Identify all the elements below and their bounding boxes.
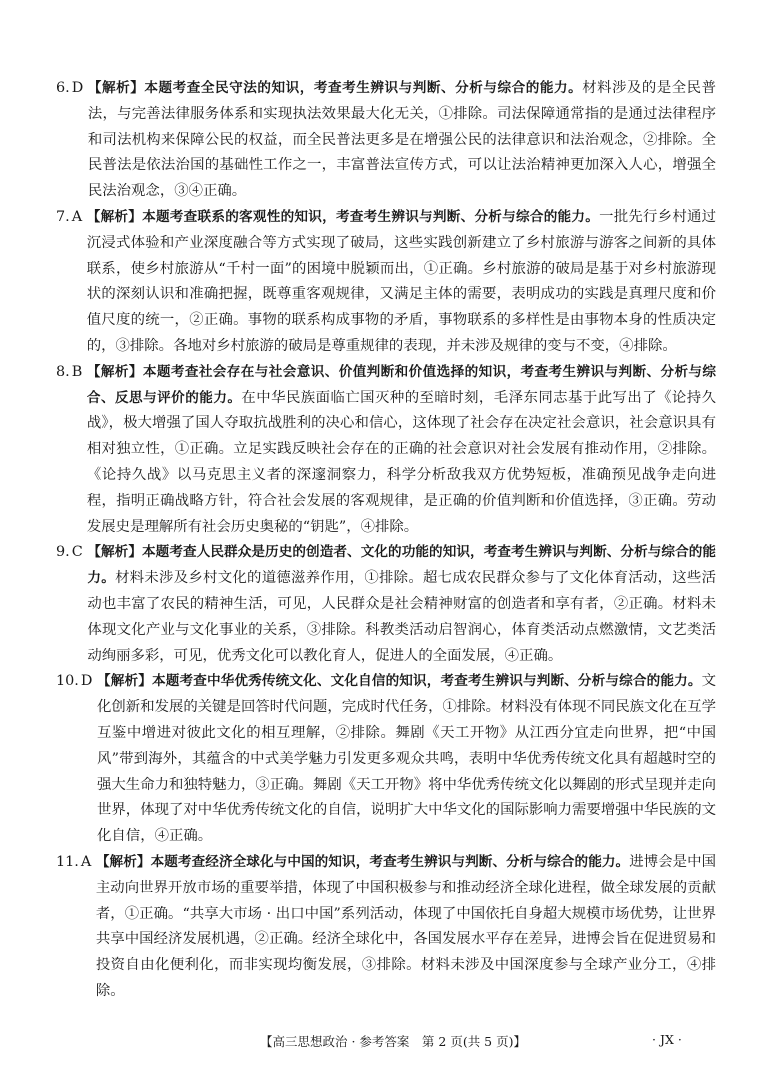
- answer-item-10: [56, 669, 716, 850]
- analysis-tag: 【解析】: [86, 363, 143, 380]
- question-number: 6. D: [56, 80, 84, 96]
- analysis-text: 在中华民族面临亡国灭种的至暗时刻，毛泽东同志基于此写出了《论持久战》，极大增强了国人夺取抗战胜利的决心和信心，这体现了社会存在决定社会意识，社会意识具有相对独立性，①正确。立足实践反映社会存在的正确的社会意识对社会发展有推动作用，②排除。《论持久战》以马克思主义者的深邃洞察力，科学分析敌我双方优势短板，准确预见战争走向进程，指明正确战略方针，符合社会发展的客观规律，是正确的价值判断和价值选择，③正确。劳动发展史是理解所有社会历史奥秘的“钥匙”，④排除。: [86, 389, 716, 535]
- analysis-tag: 【解析】: [87, 544, 143, 561]
- answer-item-11: [56, 850, 716, 1005]
- answer-explanation: [96, 850, 716, 1005]
- question-number: 10. D: [56, 673, 93, 690]
- analysis-text: 文化创新和发展的关键是回答时代问题，完成时代任务，①排除。材料没有体现不同民族文化在互学互鉴中增进对彼此文化的相互理解，②排除。舞剧《天工开物》从江西分宜走向世界，把“中国风”带到海外，其蕴含的中式美学魅力引发更多观众共鸣，表明中华优秀传统文化具有超越时空的强大生命力和独特魅力，③正确。舞剧《天工开物》将中华优秀传统文化以舞剧的形式呈现并走向世界，体现了对中华优秀传统文化的自信，说明扩大中华文化的国际影响力需要增强中华民族的文化自信，④正确。: [97, 673, 717, 845]
- answer-list: [56, 76, 716, 1005]
- footer-page-info: 【高三思想政治 · 参考答案 第 2 页(共 5 页)】: [260, 1034, 526, 1049]
- analysis-intro: 本题考查人民群众是历史的创造者、文化的功能的知识，考查考生辨识与判断、分析与综合的能力。: [87, 544, 717, 587]
- analysis-tag: 【解析】: [87, 80, 145, 96]
- question-number: 11. A: [56, 853, 92, 870]
- answer-explanation: [87, 360, 716, 541]
- question-number: 8. B: [56, 363, 83, 380]
- analysis-tag: 【解析】: [95, 853, 151, 870]
- analysis-text: 进博会是中国主动向世界开放市场的重要举措，体现了中国积极参与和推动经济全球化进程，做全球发展的贡献者，①正确。“共享大市场 · 出口中国”系列活动，体现了中国依托自身超大规模市场优势，让世界共享中国经济发展机遇，②正确。经济全球化中，各国发展水平存在差异，进博会旨在促进贸易和投资自由化便利化，而非实现均衡发展，③排除。材料未涉及中国深度参与全球产业分工，④排除。: [95, 853, 716, 999]
- answer-item-8: [56, 360, 716, 541]
- question-number: 9. C: [56, 544, 83, 561]
- answer-explanation: [87, 540, 716, 669]
- analysis-intro: 本题考查全民守法的知识，考查考生辨识与判断、分析与综合的能力。: [144, 80, 583, 96]
- analysis-intro: 本题考查经济全球化与中国的知识，考查考生辨识与判断、分析与综合的能力。: [150, 853, 630, 870]
- footer-region-code: · JX ·: [652, 1032, 682, 1047]
- analysis-intro: 本题考查中华优秀传统文化、文化自信的知识，考查考生辨识与判断、分析与综合的能力。: [151, 673, 702, 690]
- analysis-tag: 【解析】: [97, 673, 152, 690]
- answer-item-9: [56, 540, 716, 669]
- question-number: 7. A: [56, 208, 83, 225]
- analysis-text: 一批先行乡村通过沉浸式体验和产业深度融合等方式实现了破局，这些实践创新建立了乡村旅游与游客之间新的具体联系，使乡村旅游从“千村一面”的困境中脱颖而出，①正确。乡村旅游的破局是基于对乡村旅游现状的深刻认识和准确把握，既尊重客观规律，又满足主体的需要，表明成功的实践是真理尺度和价值尺度的统一，②正确。事物的联系构成事物的矛盾，事物联系的多样性是由事物本身的性质决定的，③排除。各地对乡村旅游的破局是尊重规律的表现，并未涉及规律的变与不变，④排除。: [86, 208, 716, 354]
- analysis-intro: 本题考查社会存在与社会意识、价值判断和价值选择的知识，考查考生辨识与判断、分析与综合、反思与评价的能力。: [86, 363, 717, 406]
- analysis-text: 材料未涉及乡村文化的道德滋养作用，①排除。超七成农民群众参与了文化体育活动，这些活动也丰富了农民的精神生活，可见，人民群众是社会精神财富的创造者和享有者，②正确。材料未体现文化产业与文化事业的关系，③排除。科教类活动启智润心，体育类活动点燃激情，文艺类活动绚丽多彩，可见，优秀文化可以教化育人，促进人的全面发展，④正确。: [87, 570, 716, 664]
- analysis-tag: 【解析】: [86, 208, 143, 225]
- analysis-intro: 本题考查联系的客观性的知识，考查考生辨识与判断、分析与综合的能力。: [142, 208, 600, 225]
- answer-explanation: [97, 669, 716, 850]
- answer-item-7: [56, 205, 716, 360]
- analysis-text: 材料涉及的是全民普法，与完善法律服务体系和实现执法效果最大化无关，①排除。司法保障通常指的是通过法律程序和司法机构来保障公民的权益，而全民普法更多是在增强公民的法律意识和法治观念，②排除。全民普法是依法治国的基础性工作之一，丰富普法宣传方式，可以让法治精神更加深入人心，增强全民法治观念，③④正确。: [87, 80, 716, 200]
- answer-item-6: [56, 76, 716, 205]
- answer-explanation: [87, 205, 716, 360]
- answer-explanation: [88, 76, 716, 205]
- page-footer: [0, 1030, 764, 1054]
